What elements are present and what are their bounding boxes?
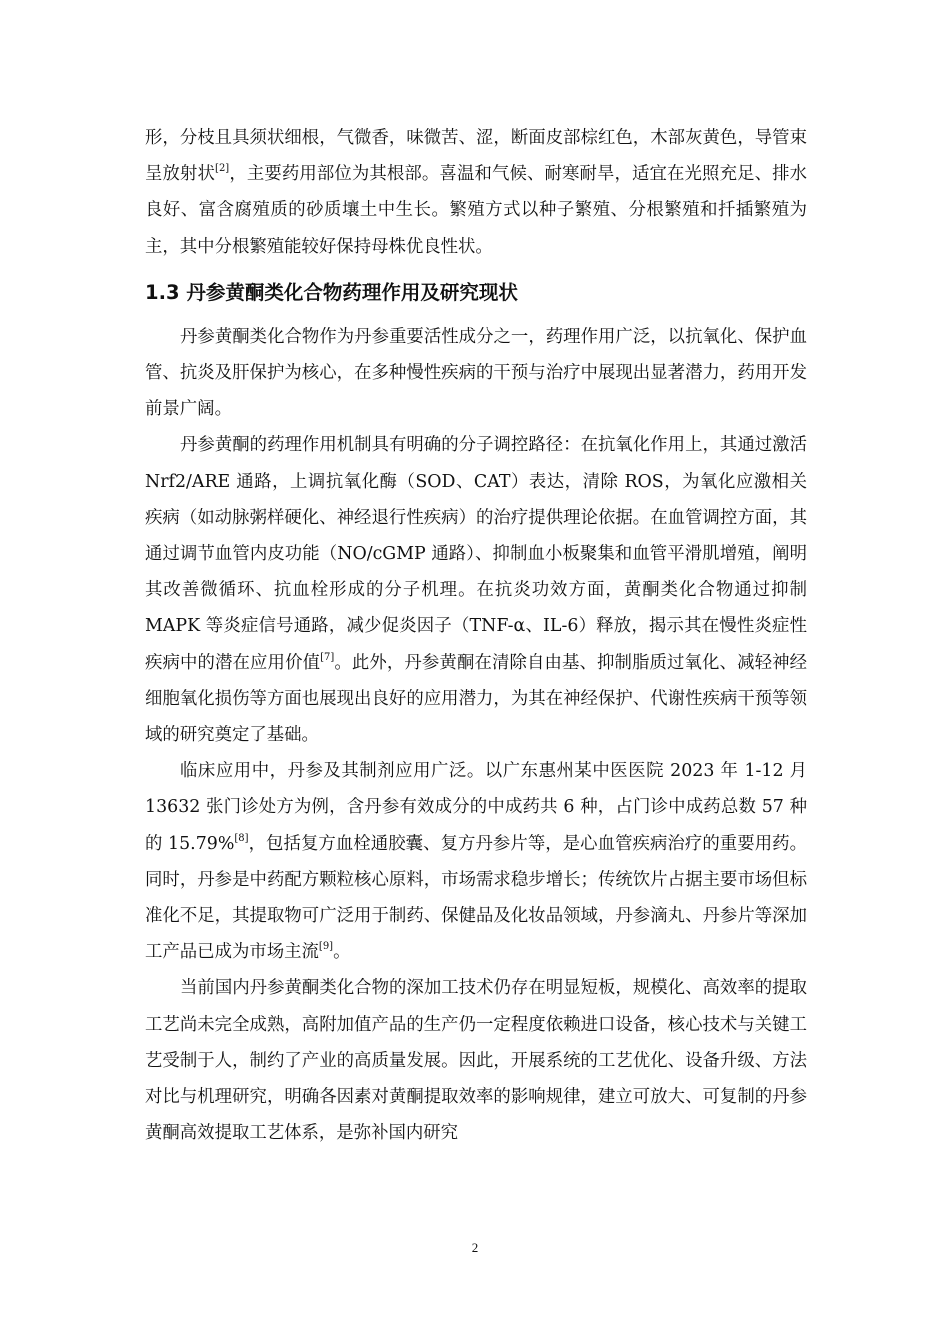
citation-8: [8] <box>234 832 249 844</box>
citation-7: [7] <box>320 651 335 663</box>
citation-2: [2] <box>215 163 230 175</box>
paragraph-text: 丹参黄酮类化合物作为丹参重要活性成分之一，药理作用广泛，以抗氧化、保护血管、抗炎及肝保护为核心，在多种慢性疾病的干预与治疗中展现出显著潜力，药用开发前景广阔。 <box>145 326 807 420</box>
paragraph-clinical <box>145 753 807 970</box>
paragraph-overview <box>145 319 807 428</box>
paragraph-text: 当前国内丹参黄酮类化合物的深加工技术仍存在明显短板，规模化、高效率的提取工艺尚未完全成熟，高附加值产品的生产仍一定程度依赖进口设备，核心技术与关键工艺受制于人，制约了产业的高质量发展。因此，开展系统的工艺优化、设备升级、方法对比与机理研究，明确各因素对黄酮提取效率的影响规律，建立可放大、可复制的丹参黄酮高效提取工艺体系，是弥补国内研究 <box>145 978 807 1144</box>
paragraph-text: ，主要药用部位为其根部。喜温和气候、耐寒耐旱，适宜在光照充足、排水良好、富含腐殖质的砂质壤土中生长。繁殖方式以种子繁殖、分根繁殖和扦插繁殖为主，其中分根繁殖能较好保持母株优良性状。 <box>145 164 807 257</box>
paragraph-mechanism <box>145 427 807 753</box>
paragraph-text: 。 <box>333 942 351 963</box>
paragraph-continued <box>145 120 807 265</box>
document-body <box>145 120 807 1151</box>
paragraph-text: 临床应用中，丹参及其制剂应用广泛。以广东惠州某中医医院 2023 年 1-12 月 13632 张门诊处方为例，含丹参有效成分的中成药共 6 种，占门诊中成药总数 57 种的 15.79% <box>145 761 807 854</box>
paragraph-text: ，包括复方血栓通胶囊、复方丹参片等，是心血管疾病治疗的重要用药。同时，丹参是中药配方颗粒核心原料，市场需求稳步增长；传统饮片占据主要市场但标准化不足，其提取物可广泛用于制药、保健品及化妆品领域，丹参滴丸、丹参片等深加工产品已成为市场主流 <box>145 833 807 963</box>
page-number: 2 <box>471 1240 479 1255</box>
paragraph-text: 丹参黄酮的药理作用机制具有明确的分子调控路径：在抗氧化作用上，其通过激活 Nrf2/ARE 通路，上调抗氧化酶（SOD、CAT）表达，清除 ROS，为氧化应激相关疾病（如动脉粥样硬化、神经退行性疾病）的治疗提供理论依据。在血管调控方面，其通过调节血管内皮功能（NO/cGMP 通路）、抑制血小板聚集和血管平滑肌增殖，阐明其改善微循环、抗血栓形成的分子机理。在抗炎功效方面，黄酮类化合物通过抑制 MAPK 等炎症信号通路，减少促炎因子（TNF-α、IL-6）释放，揭示其在慢性炎症性疾病中的潜在应用价值 <box>145 435 807 673</box>
paragraph-current-status <box>145 970 807 1151</box>
paragraph-text: 形，分枝且具须状细根，气微香，味微苦、涩，断面皮部棕红色，木部灰黄色，导管束呈放射状 <box>145 128 807 185</box>
paragraph-text: 。此外，丹参黄酮在清除自由基、抑制脂质过氧化、减轻神经细胞氧化损伤等方面也展现出良好的应用潜力，为其在神经保护、代谢性疾病干预等领域的研究奠定了基础。 <box>145 652 807 746</box>
section-heading: 1.3 丹参黄酮类化合物药理作用及研究现状 <box>145 280 518 304</box>
citation-9: [9] <box>318 941 334 953</box>
